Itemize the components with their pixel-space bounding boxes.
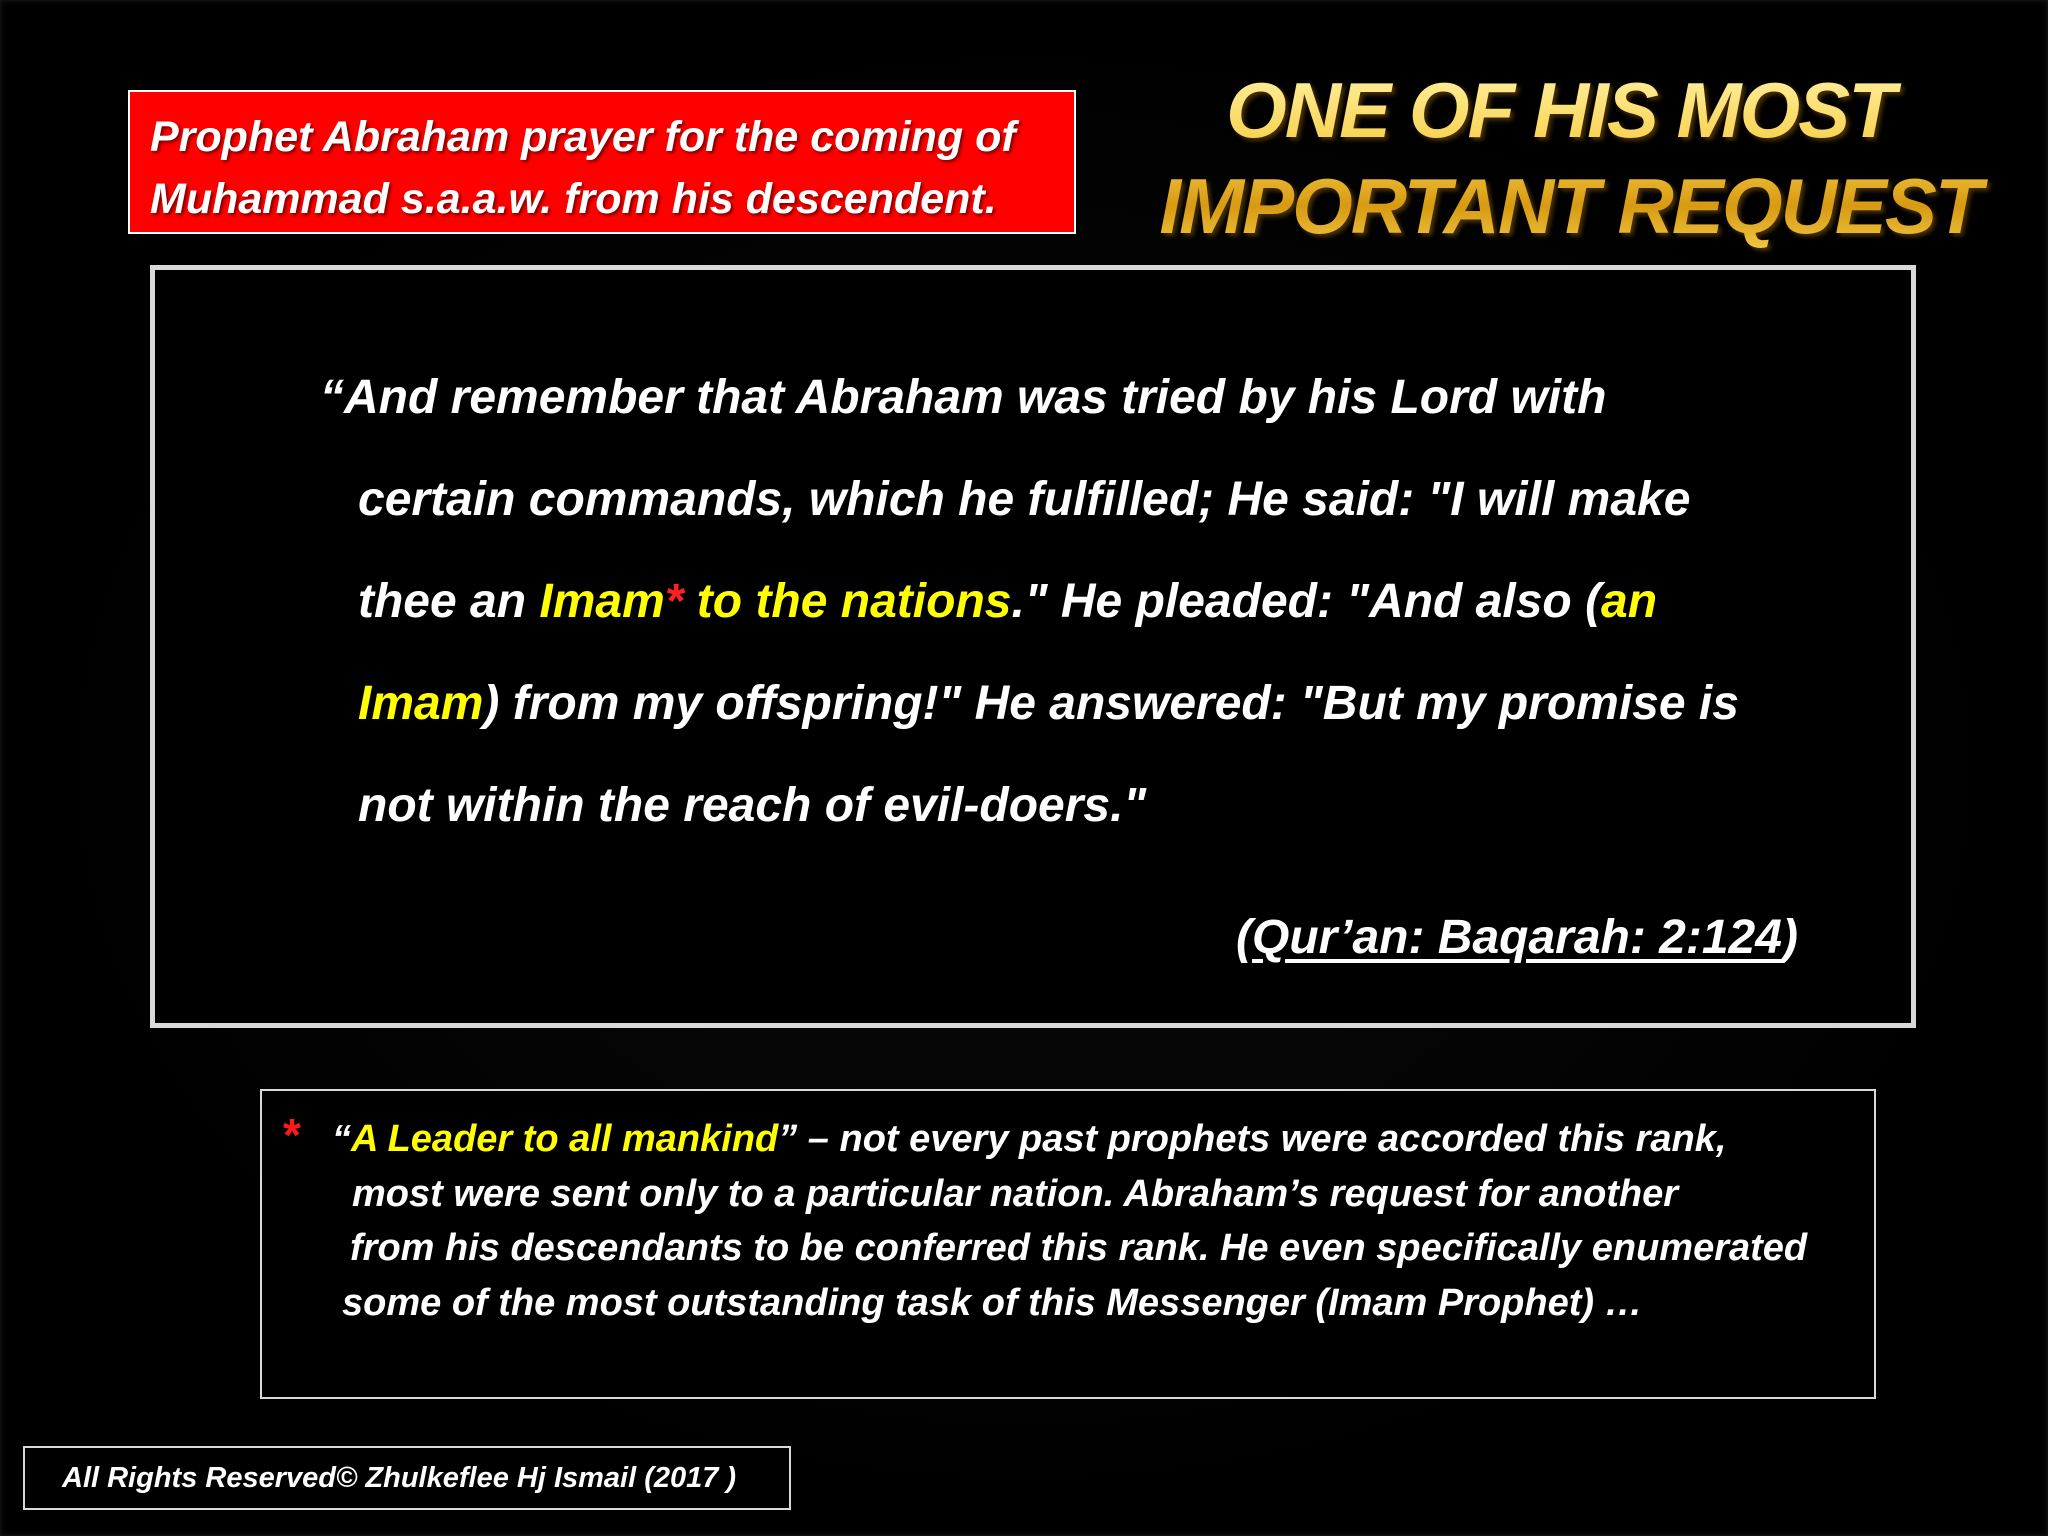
footnote-star: *: [664, 575, 684, 628]
quote-text-segment: ) from my offspring!" He answered: "But my promise is: [483, 677, 1739, 730]
footnote-highlight: A Leader to all mankind: [351, 1118, 779, 1160]
citation-reference: Qur’an: Baqarah: 2:124: [1251, 911, 1782, 964]
highlight-imam-2: Imam: [358, 677, 484, 730]
title-line-2: IMPORTANT REQUEST: [1159, 162, 1981, 250]
quote-text-segment: ." He pleaded: "And also (: [1011, 575, 1602, 628]
footnote-line-3: from his descendants to be conferred this rank. He even specifically enumerated: [350, 1227, 1808, 1269]
highlight-to-the-nations: to the nations: [683, 575, 1012, 628]
footnote-line-1-rest: ” – not every past prophets were accorded this rank,: [778, 1118, 1727, 1160]
quote-line-3: [358, 574, 1657, 629]
subtitle-line-2: Muhammad s.a.a.w. from his descendent.: [150, 175, 997, 223]
quran-citation: [1236, 910, 1798, 965]
subtitle-banner: [128, 90, 1076, 234]
title-line-1: ONE OF HIS MOST: [1226, 66, 1894, 154]
highlight-an: an: [1601, 575, 1658, 628]
footnote-marker: *: [283, 1109, 301, 1161]
citation-open-paren: (: [1236, 911, 1252, 964]
highlight-imam: Imam: [539, 575, 665, 628]
quote-line-1: “And remember that Abraham was tried by his Lord with: [320, 371, 1607, 424]
citation-close-paren: ): [1781, 911, 1798, 964]
quote-line-4: [358, 676, 1739, 731]
slide-title: [1120, 62, 2000, 254]
copyright-footer: All Rights Reserved© Zhulkeflee Hj Ismail (2017 ): [23, 1446, 791, 1510]
footnote-line-2: most were sent only to a particular nation. Abraham’s request for another: [352, 1173, 1679, 1215]
quote-text-segment: thee an: [358, 575, 540, 628]
quote-line-2: certain commands, which he fulfilled; He said: "I will make: [358, 473, 1691, 526]
footnote-quote-open: “: [332, 1118, 351, 1160]
footnote-line-4: some of the most outstanding task of this Messenger (Imam Prophet) …: [342, 1282, 1643, 1324]
quote-line-5: not within the reach of evil-doers.": [358, 779, 1147, 832]
subtitle-line-1: Prophet Abraham prayer for the coming of: [150, 113, 1016, 161]
footnote-line-1: [332, 1118, 1726, 1161]
